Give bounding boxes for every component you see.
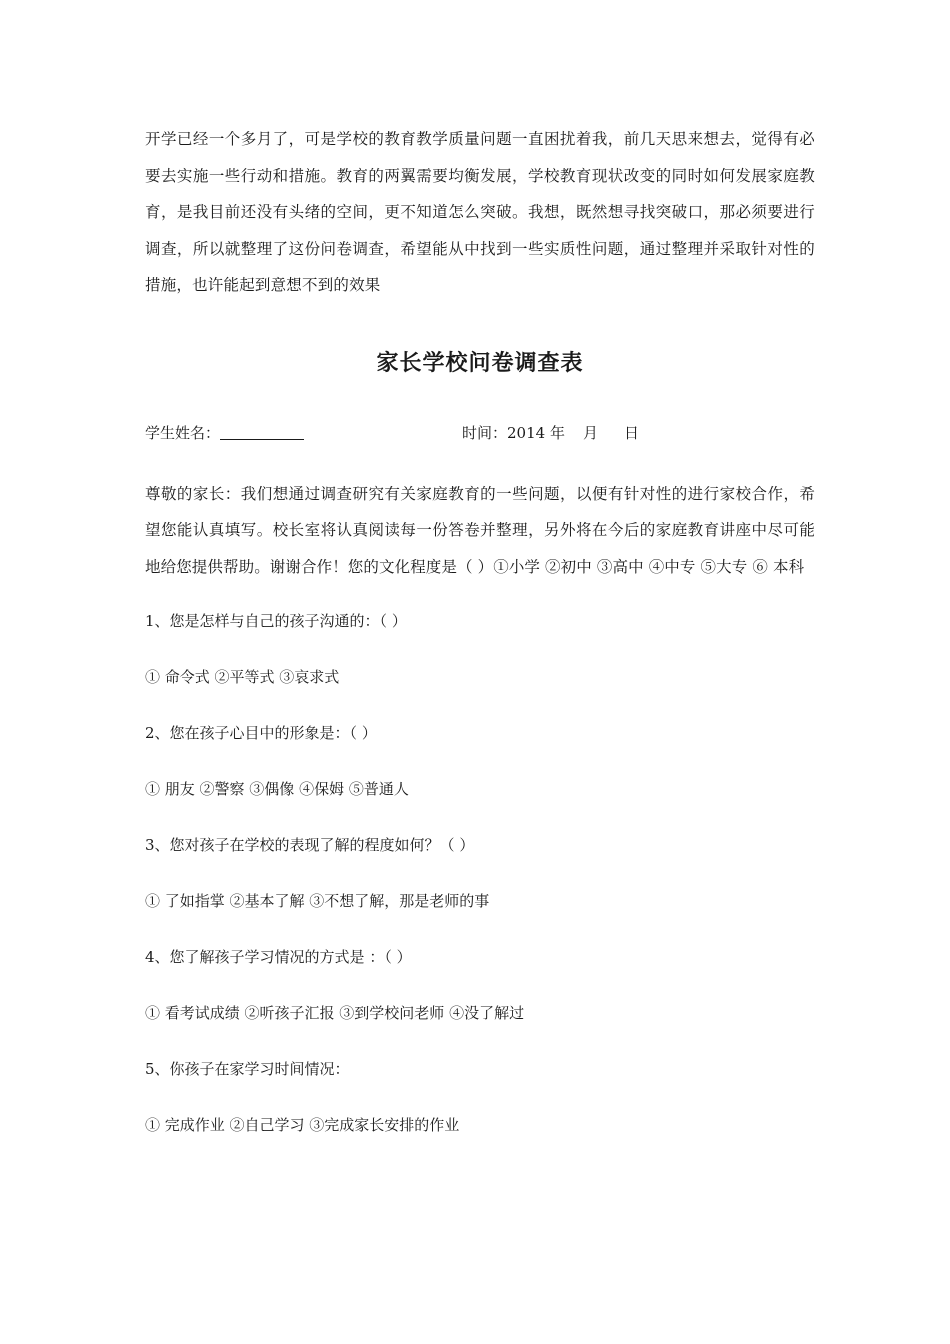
question-options: ① 了如指掌 ②基本了解 ③不想了解，那是老师的事 bbox=[145, 892, 490, 910]
question-item bbox=[145, 831, 815, 915]
intro-paragraph: 开学已经一个多月了，可是学校的教育教学质量问题一直困扰着我，前几天思来想去，觉得有必要去实施一些行动和措施。教育的两翼需要均衡发展，学校教育现状改变的同时如何发展家庭教育，是我目前还没有头绪的空间，更不知道怎么突破。我想，既然想寻找突破口，那必须要进行调查，所以就整理了这份问卷调查，希望能从中找到一些实质性问题，通过整理并采取针对性的措施，也许能起到意想不到的效果 bbox=[145, 130, 815, 294]
student-name-blank bbox=[220, 421, 304, 440]
question-list bbox=[145, 607, 815, 1139]
date-field bbox=[462, 420, 639, 446]
question-text: 4、您了解孩子学习情况的方式是 ：（ ） bbox=[145, 948, 412, 966]
question-item bbox=[145, 607, 815, 691]
question-item bbox=[145, 719, 815, 803]
question-options: ① 完成作业 ②自己学习 ③完成家长安排的作业 bbox=[145, 1116, 460, 1134]
question-text: 2、您在孩子心目中的形象是：（ ） bbox=[145, 724, 377, 742]
question-options: ① 看考试成绩 ②听孩子汇报 ③到学校问老师 ④没了解过 bbox=[145, 1004, 525, 1022]
question-item bbox=[145, 1055, 815, 1139]
question-options: ① 命令式 ②平等式 ③哀求式 bbox=[145, 668, 340, 686]
question-text: 3、您对孩子在学校的表现了解的程度如何？（ ） bbox=[145, 836, 475, 854]
student-name-field bbox=[145, 420, 304, 446]
question-text: 5、你孩子在家学习时间情况： bbox=[145, 1060, 350, 1078]
day-label: 日 bbox=[623, 423, 639, 442]
question-item bbox=[145, 943, 815, 1027]
document-page bbox=[145, 121, 815, 1139]
question-options: ① 朋友 ②警察 ③偶像 ④保姆 ⑤普通人 bbox=[145, 780, 409, 798]
student-name-label: 学生姓名： bbox=[145, 423, 221, 442]
month-label: 月 bbox=[582, 423, 598, 442]
greeting-paragraph: 尊敬的家长：我们想通过调查研究有关家庭教育的一些问题，以便有针对性的进行家校合作，希望您能认真填写。校长室将认真阅读每一份答卷并整理，另外将在今后的家庭教育讲座中尽可能地给您提供帮助。谢谢合作！您的文化程度是（ ）①小学 ②初中 ③高中 ④中专 ⑤大专 ⑥ 本科 bbox=[145, 484, 815, 576]
question-text: 1、您是怎样与自己的孩子沟通的：（ ） bbox=[145, 612, 407, 630]
meta-row bbox=[145, 420, 815, 446]
page-title: 家长学校问卷调查表 bbox=[376, 350, 584, 376]
time-label: 时间：2014 年 bbox=[462, 423, 565, 442]
